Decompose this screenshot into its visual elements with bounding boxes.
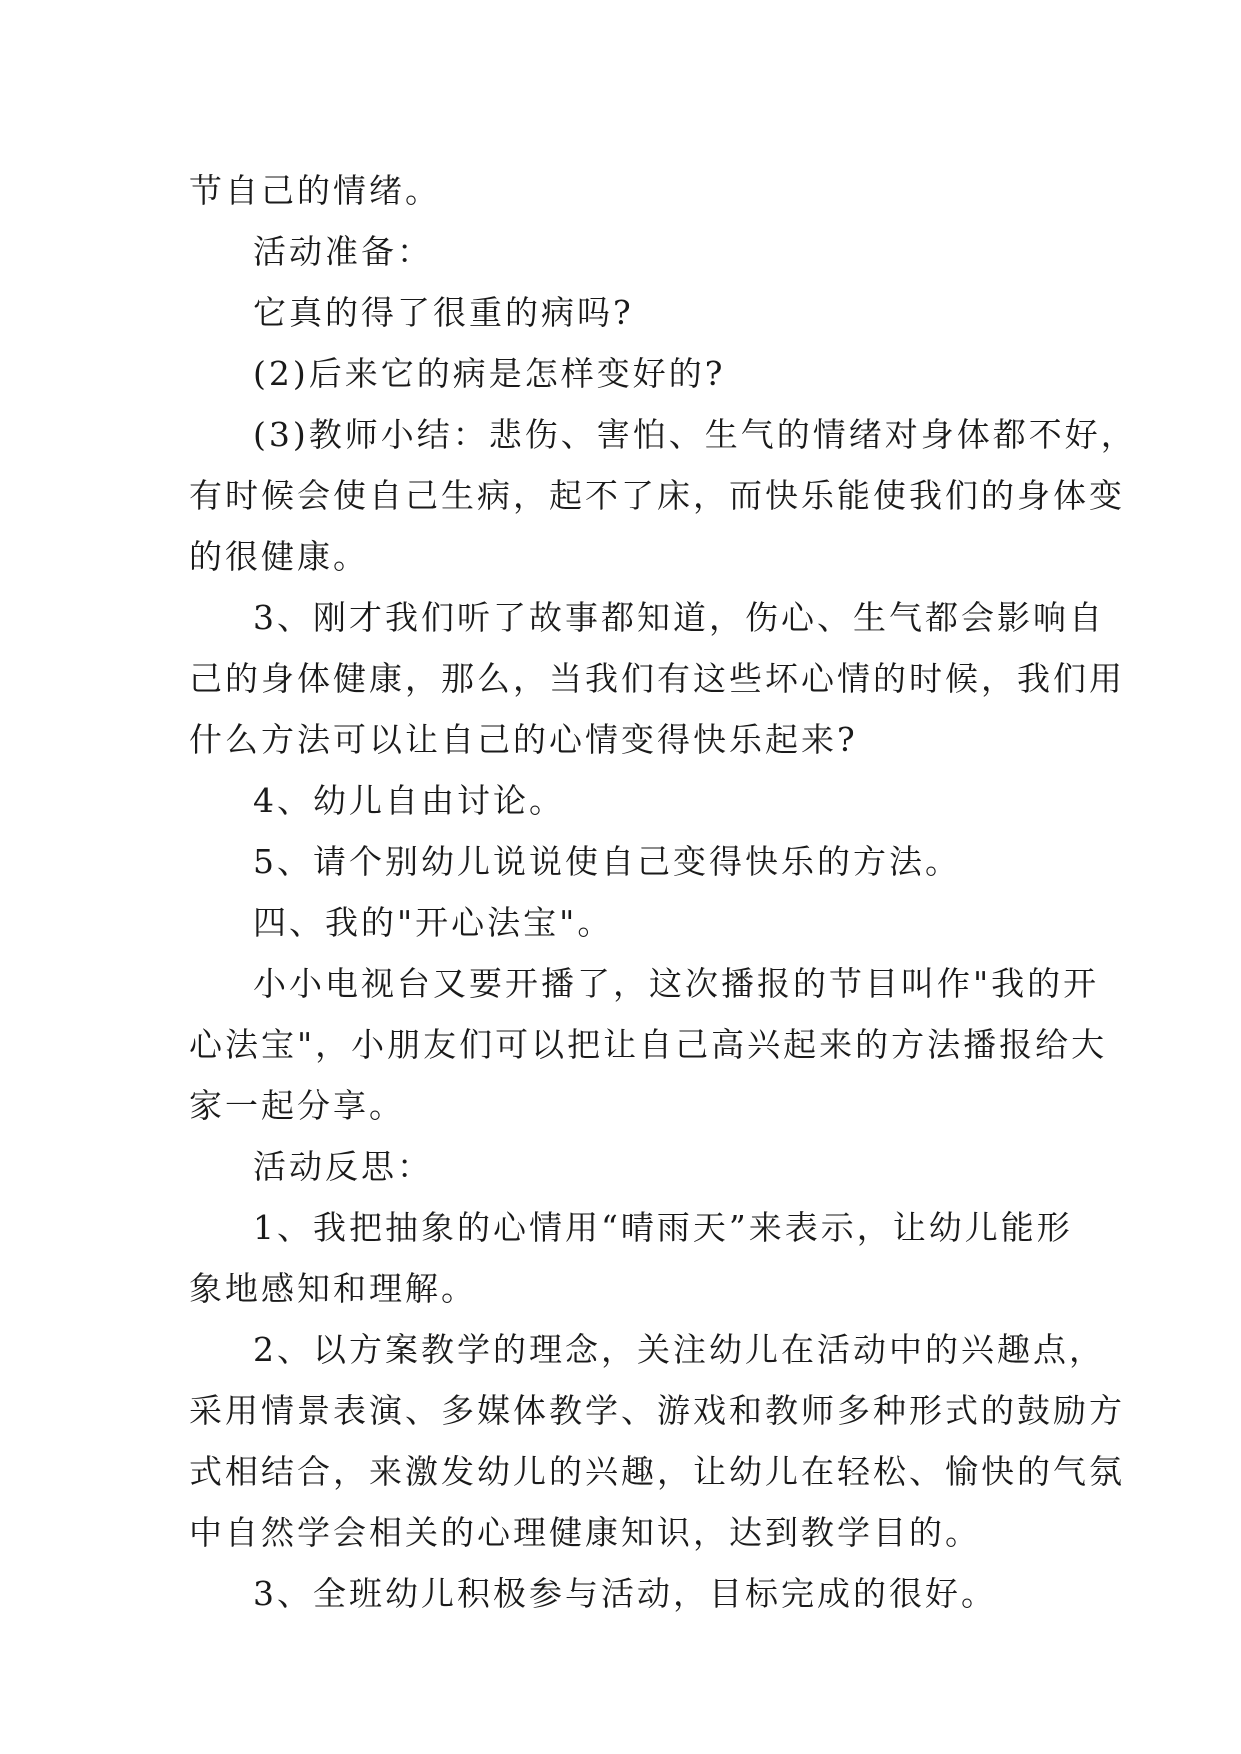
paragraph: [189, 770, 1059, 831]
text-line: 式相结合，来激发幼儿的兴趣，让幼儿在轻松、愉快的气氛: [189, 1452, 1125, 1491]
text-line: 四、我的"开心法宝"。: [253, 903, 614, 942]
paragraph: [189, 953, 1108, 1136]
text-line: 什么方法可以让自己的心情变得快乐起来?: [189, 720, 858, 759]
text-line: 4、幼儿自由讨论。: [253, 781, 565, 820]
paragraph: [189, 1563, 1059, 1624]
paragraph: [189, 282, 1059, 343]
paragraph: [189, 343, 1059, 404]
text-line: 小小电视台又要开播了，这次播报的节目叫作"我的开: [253, 964, 1100, 1003]
document-body: [189, 160, 1137, 1624]
text-line: 心法宝"，小朋友们可以把让自己高兴起来的方法播报给大: [189, 1025, 1108, 1064]
paragraph: [189, 160, 1059, 221]
text-line: 家一起分享。: [189, 1086, 405, 1125]
text-line: 活动准备：: [253, 232, 433, 271]
text-line: 己的身体健康，那么，当我们有这些坏心情的时候，我们用: [189, 659, 1125, 698]
paragraph: [189, 404, 1137, 587]
text-line: 节自己的情绪。: [189, 171, 441, 210]
text-line: 活动反思：: [253, 1147, 433, 1186]
paragraph: [189, 587, 1125, 770]
paragraph: [189, 1197, 1073, 1319]
text-line: 采用情景表演、多媒体教学、游戏和教师多种形式的鼓励方: [189, 1391, 1125, 1430]
text-line: 1、我把抽象的心情用“晴雨天”来表示，让幼儿能形: [253, 1208, 1073, 1247]
text-line: 中自然学会相关的心理健康知识，达到教学目的。: [189, 1513, 981, 1552]
text-line: (3)教师小结：悲伤、害怕、生气的情绪对身体都不好，: [253, 415, 1137, 454]
paragraph: [189, 1319, 1125, 1563]
text-line: 2、以方案教学的理念，关注幼儿在活动中的兴趣点，: [253, 1330, 1105, 1369]
text-line: 有时候会使自己生病，起不了床，而快乐能使我们的身体变: [189, 476, 1125, 515]
text-line: 3、全班幼儿积极参与活动，目标完成的很好。: [253, 1574, 997, 1613]
text-line: 5、请个别幼儿说说使自己变得快乐的方法。: [253, 842, 961, 881]
paragraph: [189, 831, 1059, 892]
text-line: 象地感知和理解。: [189, 1269, 477, 1308]
paragraph: [189, 1136, 1059, 1197]
text-line: 的很健康。: [189, 537, 369, 576]
paragraph: [189, 221, 1059, 282]
text-line: 它真的得了很重的病吗?: [253, 293, 634, 332]
text-line: 3、刚才我们听了故事都知道，伤心、生气都会影响自: [253, 598, 1105, 637]
paragraph: [189, 892, 1059, 953]
text-line: (2)后来它的病是怎样变好的?: [253, 354, 726, 393]
